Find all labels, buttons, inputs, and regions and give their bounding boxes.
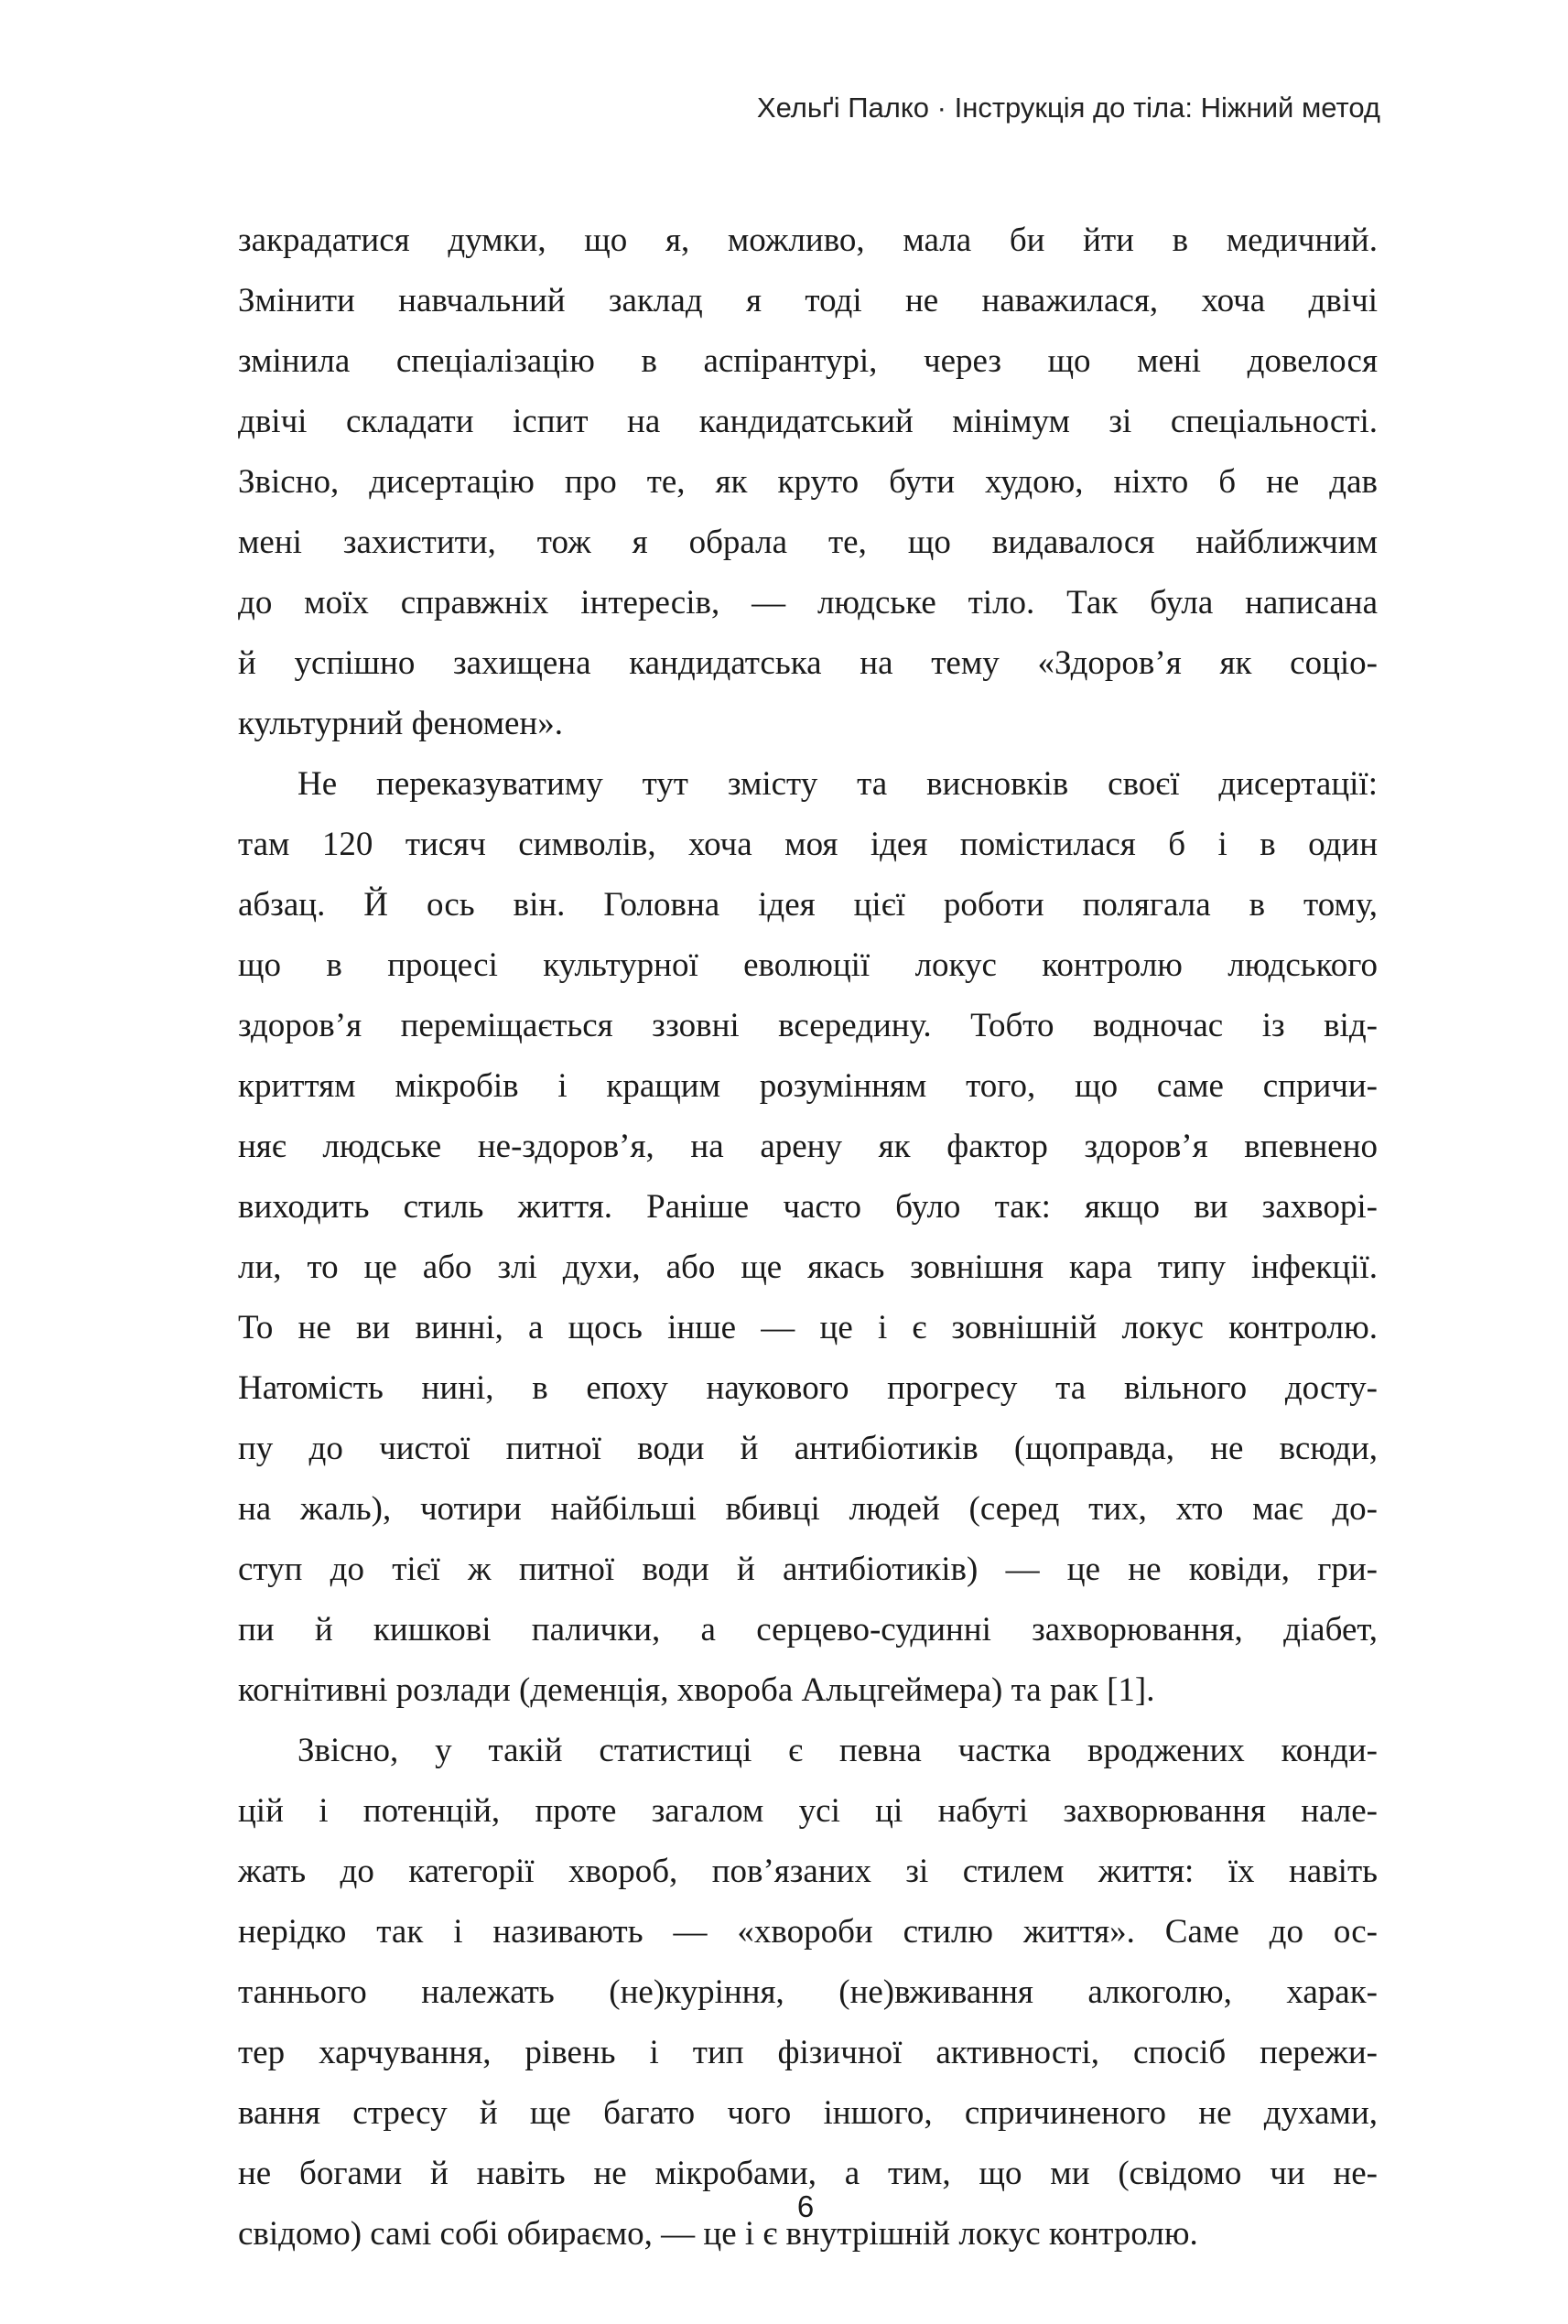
text-line: виходить стиль життя. Раніше часто було так: якщо ви захворі- (238, 1188, 1378, 1226)
text-line: таннього належать (не)куріння, (не)вживання алкоголю, харак- (238, 1973, 1378, 2011)
text-line: там 120 тисяч символів, хоча моя ідея помістилася б і в один (238, 826, 1378, 863)
paragraph (238, 754, 1378, 1721)
text-line: Натомість нині, в епоху наукового прогресу та вільного досту- (238, 1369, 1378, 1407)
body-text (238, 211, 1378, 2265)
text-line: культурний феномен». (238, 705, 563, 742)
text-line: жать до категорії хвороб, пов’язаних зі стилем життя: їх навіть (238, 1853, 1378, 1890)
text-line: криттям мікробів і кращим розумінням того, що саме спричи- (238, 1067, 1378, 1105)
text-line: абзац. Й ось він. Головна ідея цієї роботи полягала в тому, (238, 886, 1378, 924)
text-line: няє людське не-здоров’я, на арену як фактор здоров’я впевнено (238, 1128, 1378, 1165)
text-line: тер харчування, рівень і тип фізичної активності, спосіб пережи- (238, 2034, 1378, 2071)
text-line: на жаль), чотири найбільші вбивці людей (серед тих, хто має до- (238, 1490, 1378, 1528)
text-line: здоров’я переміщається ззовні всередину. Тобто водночас із від- (238, 1007, 1378, 1044)
text-line: ли, то це або злі духи, або ще якась зовнішня кара типу інфекції. (238, 1248, 1378, 1286)
text-line: не богами й навіть не мікробами, а тим, що ми (свідомо чи не- (238, 2155, 1378, 2192)
text-line: змінила спеціалізацію в аспірантурі, через що мені довелося (238, 342, 1378, 380)
text-line: пи й кишкові палички, а серцево-судинні захворювання, діабет, (238, 1611, 1378, 1648)
text-line: когнітивні розлади (деменція, хвороба Альцгеймера) та рак [1]. (238, 1671, 1155, 1709)
text-line: Змінити навчальний заклад я тоді не наважилася, хоча двічі (238, 282, 1378, 319)
paragraph (238, 1721, 1378, 2265)
text-line: що в процесі культурної еволюції локус контролю людського (238, 946, 1378, 984)
text-line: ступ до тієї ж питної води й антибіотиків) — це не ковіди, гри- (238, 1551, 1378, 1588)
text-line: нерідко так і називають — «хвороби стилю життя». Саме до ос- (238, 1913, 1378, 1951)
page-number: 6 (796, 2189, 815, 2223)
text-line: Не переказуватиму тут змісту та висновків своєї дисертації: (297, 765, 1378, 803)
text-line: свідомо) самі собі обираємо, — це і є внутрішній локус контролю. (238, 2215, 1198, 2253)
paragraph (238, 211, 1378, 754)
text-line: закрадатися думки, що я, можливо, мала би йти в медичний. (238, 222, 1378, 259)
text-line: пу до чистої питної води й антибіотиків (щоправда, не всюди, (238, 1430, 1378, 1467)
text-line: двічі складати іспит на кандидатський мінімум зі спеціальності. (238, 403, 1378, 440)
text-line: до моїх справжніх інтересів, — людське тіло. Так була написана (238, 584, 1378, 622)
text-line: мені захистити, тож я обрала те, що видавалося найближчим (238, 524, 1378, 561)
text-line: цій і потенцій, проте загалом усі ці набуті захворювання нале- (238, 1792, 1378, 1830)
text-line: Звісно, у такій статистиці є певна частка вроджених конди- (297, 1732, 1378, 1769)
text-line: Звісно, дисертацію про те, як круто бути худою, ніхто б не дав (238, 463, 1378, 501)
text-line: вання стресу й ще багато чого іншого, спричиненого не духами, (238, 2094, 1378, 2132)
text-line: й успішно захищена кандидатська на тему «Здоров’я як соціо- (238, 644, 1378, 682)
text-line: То не ви винні, а щось інше — це і є зовнішній локус контролю. (238, 1309, 1378, 1346)
running-header: Хельґі Палко · Інструкція до тіла: Ніжний метод (756, 92, 1380, 124)
